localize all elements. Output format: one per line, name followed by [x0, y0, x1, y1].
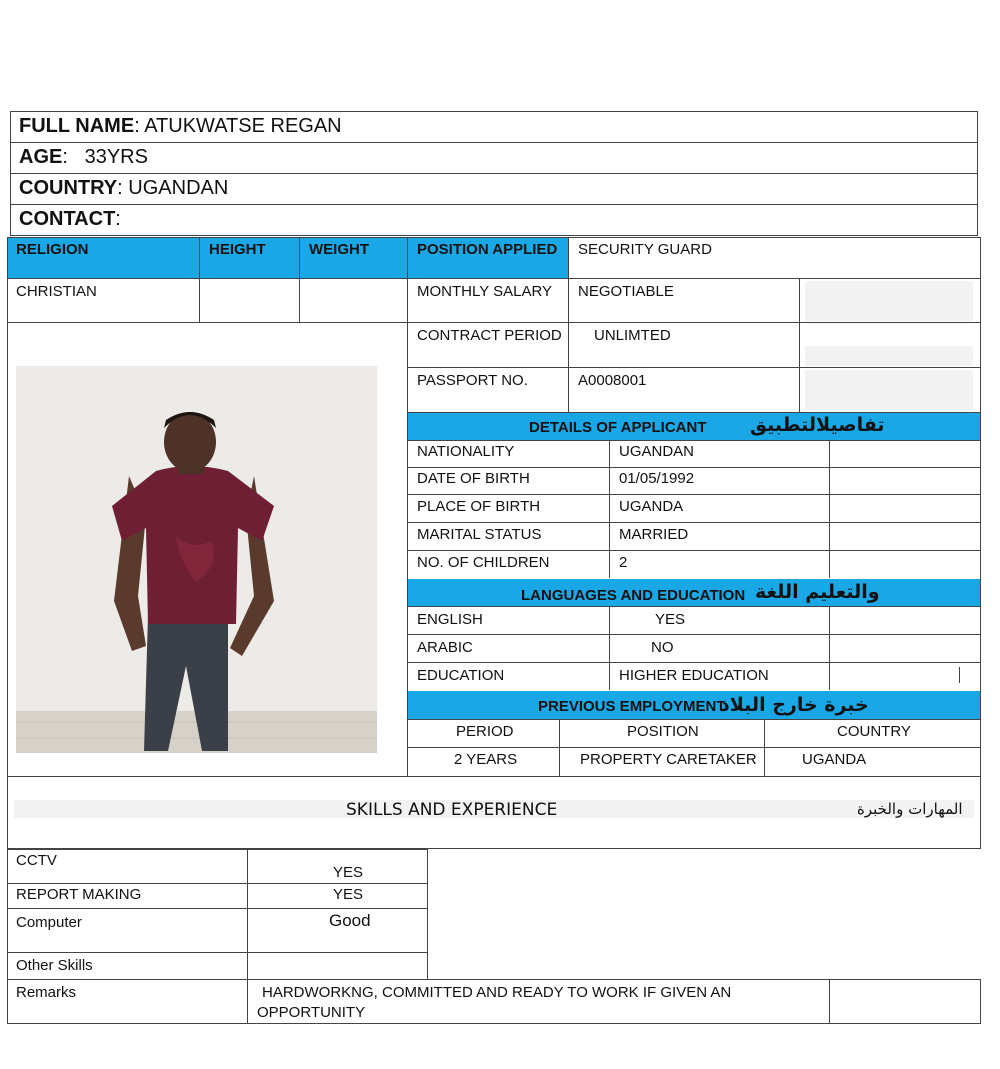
position-applied-header: POSITION APPLIED [417, 241, 558, 258]
employment-title: PREVIOUS EMPLOYMENT [538, 698, 726, 715]
detail-label-children: NO. OF CHILDREN [417, 554, 550, 571]
cursor-mark [959, 667, 960, 683]
age-field: AGE: 33YRS [19, 146, 148, 168]
education-value: HIGHER EDUCATION [619, 667, 769, 684]
skill-label-other: Other Skills [16, 957, 93, 974]
detail-value-children: 2 [619, 554, 628, 571]
skills-title: SKILLS AND EXPERIENCE [346, 800, 558, 820]
position-applied-value: SECURITY GUARD [578, 241, 712, 258]
detail-value-dob: 01/05/1992 [619, 470, 695, 487]
age-row [10, 142, 978, 174]
contact-field: CONTACT: [19, 208, 121, 230]
skill-label-report-making: REPORT MAKING [16, 886, 142, 903]
religion-value: CHRISTIAN [16, 283, 97, 300]
contact-label: CONTACT [19, 208, 116, 230]
country-label: COUNTRY [19, 177, 118, 199]
details-title: DETAILS OF APPLICANT [529, 419, 707, 436]
language-label-arabic: ARABIC [417, 639, 473, 656]
passport-label: PASSPORT NO. [417, 372, 528, 389]
full-name-value: ATUKWATSE REGAN [144, 115, 342, 137]
skills-title-arabic: المهارات والخبرة [857, 800, 963, 818]
age-value: 33YRS [84, 146, 148, 168]
applicant-photo-drawing [16, 366, 377, 753]
passport-value: A0008001 [578, 372, 647, 389]
full-name-label: FULL NAME [19, 115, 135, 137]
country-value: UGANDAN [128, 177, 229, 199]
skill-value-cctv: YES [333, 864, 364, 881]
remarks-label: Remarks [16, 984, 77, 1001]
monthly-salary-value: NEGOTIABLE [578, 283, 674, 300]
full-name-field: FULL NAME: ATUKWATSE REGAN [19, 115, 342, 137]
monthly-salary-label: MONTHLY SALARY [417, 283, 553, 300]
employment-period-value: 2 YEARS [454, 751, 518, 768]
education-label: EDUCATION [417, 667, 505, 684]
remarks-line-2: OPPORTUNITY [257, 1004, 366, 1021]
skill-label-computer: Computer [16, 914, 82, 931]
shaded-cell [805, 370, 973, 410]
height-header: HEIGHT [209, 241, 266, 258]
detail-label-marital-status: MARITAL STATUS [417, 526, 542, 543]
skill-value-report-making: YES [333, 886, 364, 903]
language-value-english: YES [655, 611, 686, 628]
employment-col-country: COUNTRY [837, 723, 911, 740]
details-title-arabic: تفاصيلالتطبيق [750, 414, 885, 436]
detail-value-nationality: UGANDAN [619, 443, 695, 460]
employment-country-value: UGANDA [802, 751, 867, 768]
detail-value-place-of-birth: UGANDA [619, 498, 684, 515]
language-value-arabic: NO [651, 639, 674, 656]
detail-label-dob: DATE OF BIRTH [417, 470, 530, 487]
employment-col-position: POSITION [627, 723, 699, 740]
contract-period-label: CONTRACT PERIOD [417, 327, 562, 344]
age-label: AGE [19, 146, 63, 168]
skill-label-cctv: CCTV [16, 852, 57, 869]
skill-value-computer: Good [329, 911, 371, 930]
country-field: COUNTRY: UGANDAN [19, 177, 229, 199]
weight-header: WEIGHT [309, 241, 369, 258]
detail-label-place-of-birth: PLACE OF BIRTH [417, 498, 541, 515]
employment-col-period: PERIOD [456, 723, 514, 740]
shaded-cell [805, 281, 973, 321]
employment-title-arabic: خبرة خارج البلاد [720, 694, 869, 716]
language-label-english: ENGLISH [417, 611, 483, 628]
remarks-line-1: HARDWORKNG, COMMITTED AND READY TO WORK IF GIVEN AN [262, 984, 732, 1001]
languages-title-arabic: والتعليم اللغة [755, 581, 880, 603]
languages-title: LANGUAGES AND EDUCATION [521, 587, 746, 604]
detail-label-nationality: NATIONALITY [417, 443, 515, 460]
religion-header: RELIGION [16, 241, 89, 258]
shaded-cell [805, 346, 973, 366]
employment-position-value: PROPERTY CARETAKER [580, 751, 757, 768]
detail-value-marital-status: MARRIED [619, 526, 689, 543]
contract-period-value: UNLIMTED [594, 327, 671, 344]
applicant-photo [16, 366, 377, 753]
contact-row [10, 204, 978, 236]
